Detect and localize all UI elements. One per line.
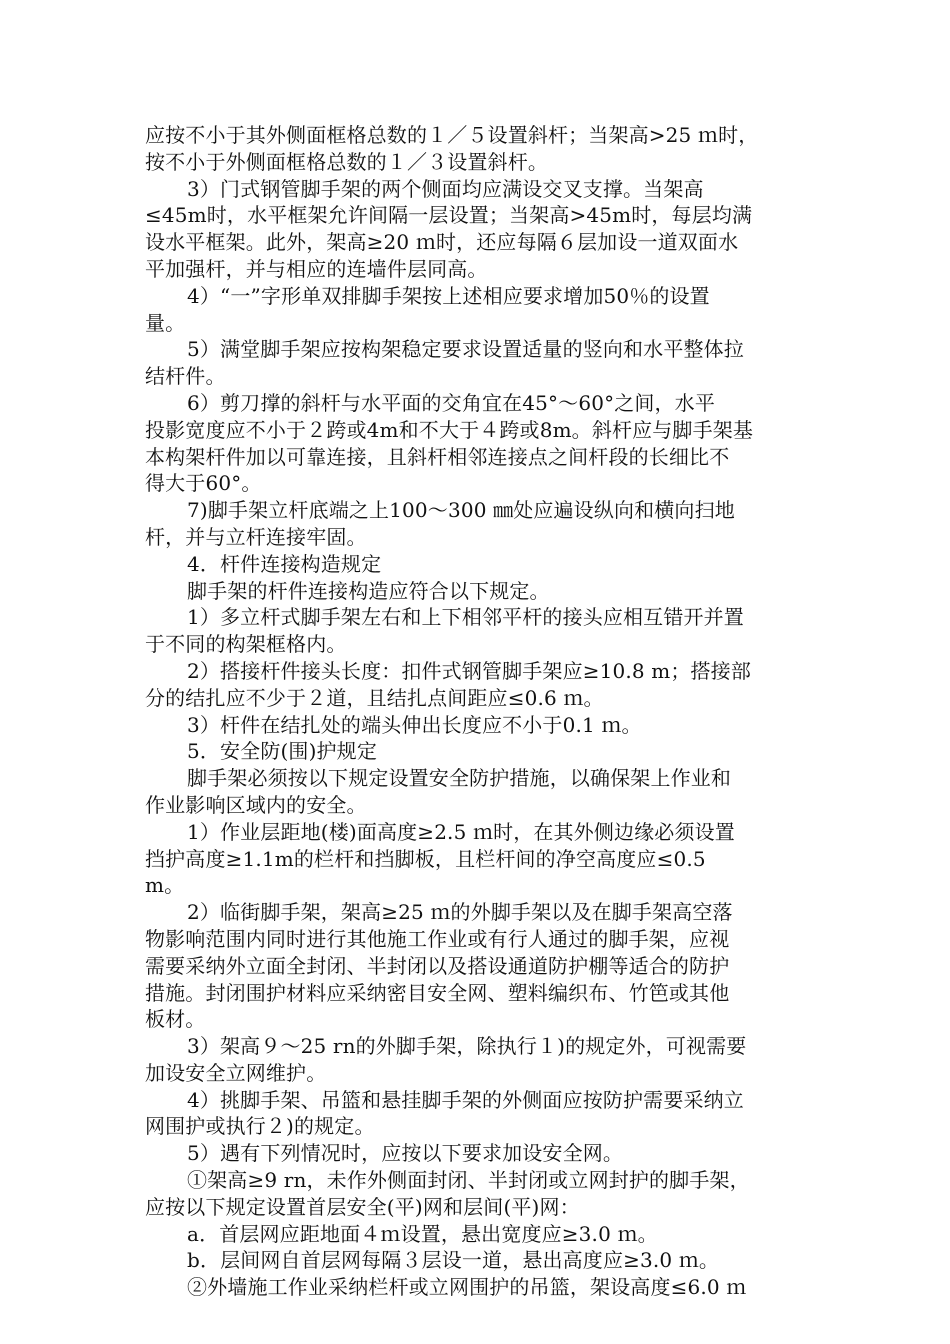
text-line: 3）门式钢管脚手架的两个侧面均应满设交叉支撑。当架高	[187, 176, 704, 201]
text-line: 结杆件。	[145, 364, 226, 389]
text-line: 4．杆件连接构造规定	[187, 551, 382, 576]
text-line: 2）临街脚手架，架高≥25 ｍ的外脚手架以及在脚手架高空落	[187, 900, 733, 925]
text-line: 5）满堂脚手架应按构架稳定要求设置适量的竖向和水平整体拉	[187, 337, 744, 362]
text-line: 物影响范围内同时进行其他施工作业或有行人通过的脚手架，应视	[145, 926, 730, 951]
text-line: b．层间网自首层网每隔３层设一道，悬出高度应≥3.0 ｍ。	[187, 1248, 720, 1273]
text-line: 4）“一”字形单双排脚手架按上述相应要求增加50％的设置	[187, 283, 710, 308]
text-line: 4）挑脚手架、吊篮和悬挂脚手架的外侧面应按防护需要采纳立	[187, 1087, 744, 1112]
text-line: 7)脚手架立杆底端之上100～300 ㎜处应遍设纵向和横向扫地	[187, 498, 735, 523]
text-line: ①架高≥9 rn，未作外侧面封闭、半封闭或立网封护的脚手架，	[187, 1168, 750, 1193]
text-line: 6）剪刀撑的斜杆与水平面的交角宜在45°～60°之间，水平	[187, 390, 715, 415]
text-line: 措施。封闭围护材料应采纳密目安全网、塑料编织布、竹笆或其他	[145, 980, 730, 1005]
text-line: 需要采纳外立面全封闭、半封闭以及搭设通道防护棚等适合的防护	[145, 953, 730, 978]
text-line: ②外墙施工作业采纳栏杆或立网围护的吊篮，架设高度≤6.0 ｍ	[187, 1275, 747, 1300]
text-line: 得大于60°。	[145, 471, 262, 496]
text-line: 应按不小于其外侧面框格总数的１／５设置斜杆；当架高>25 ｍ时，	[145, 123, 759, 147]
text-line: 投影宽度应不小于２跨或4m和不大于４跨或8m。斜杆应与脚手架基	[145, 417, 754, 442]
text-line: 作业影响区域内的安全。	[145, 792, 367, 817]
text-line: 杆，并与立杆连接牢固。	[145, 524, 367, 549]
text-line: 量。	[145, 310, 186, 335]
text-line: 脚手架必须按以下规定设置安全防护措施，以确保架上作业和	[187, 766, 732, 791]
text-line: 加设安全立网维护。	[145, 1060, 327, 1085]
text-line: 5．安全防(围)护规定	[187, 739, 377, 764]
text-line: 设水平框架。此外，架高≥20 ｍ时，还应每隔６层加设一道双面水	[145, 230, 739, 255]
text-line: 3）架高９～25 rn的外脚手架，除执行１)的规定外，可视需要	[187, 1034, 747, 1059]
text-line: 板材。	[145, 1007, 206, 1032]
text-line: 1）多立杆式脚手架左右和上下相邻平杆的接头应相互错开并置	[187, 605, 744, 630]
text-line: 本构架杆件加以可靠连接，且斜杆相邻连接点之间杆段的长细比不	[145, 444, 730, 469]
text-line: 按不小于外侧面框格总数的１／３设置斜杆。	[145, 149, 548, 174]
text-line: 1）作业层距地(楼)面高度≥2.5 ｍ时，在其外侧边缘必须设置	[187, 819, 735, 844]
document-body	[145, 122, 810, 1301]
text-line: 脚手架的杆件连接构造应符合以下规定。	[187, 578, 550, 603]
text-line: 3）杆件在结扎处的端头伸出长度应不小于0.1 ｍ。	[187, 712, 642, 737]
text-line: 平加强杆，并与相应的连墙件层同高。	[145, 256, 488, 281]
text-line: 5）遇有下列情况时，应按以下要求加设安全网。	[187, 1141, 624, 1166]
text-line: a．首层网应距地面４ｍ设置，悬出宽度应≥3.0 ｍ。	[187, 1221, 658, 1246]
text-line: m。	[145, 873, 185, 898]
text-line: 2）搭接杆件接头长度：扣件式钢管脚手架应≥10.8 m；搭接部	[187, 658, 751, 683]
text-line: 挡护高度≥1.1m的栏杆和挡脚板，且栏杆间的净空高度应≤0.5	[145, 846, 706, 871]
text-line: 网围护或执行２)的规定。	[145, 1114, 375, 1139]
text-line: 应按以下规定设置首层安全(平)网和层间(平)网：	[145, 1194, 580, 1219]
text-line: 分的结扎应不少于２道，且结扎点间距应≤0.6 ｍ。	[145, 685, 604, 710]
text-line: ≤45m时，水平框架允许间隔一层设置；当架高>45m时，每层均满	[145, 203, 753, 228]
text-line: 于不同的构架框格内。	[145, 632, 347, 657]
